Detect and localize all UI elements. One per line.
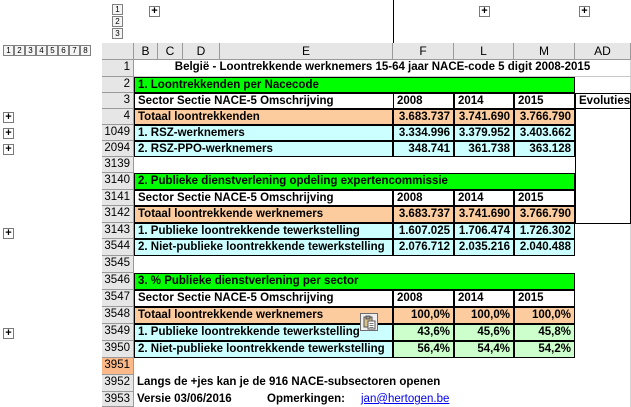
section-2-row-2-2015[interactable]: 2.040.488	[514, 239, 575, 256]
evoluties-column-box	[575, 109, 631, 224]
section-1-row-2-2014[interactable]: 361.738	[454, 141, 514, 157]
section-2-total-label[interactable]: Totaal loontrekkende werknemers	[134, 206, 393, 223]
row-header-3547[interactable]: 3547	[102, 290, 134, 307]
row-header-3545[interactable]: 3545	[102, 256, 134, 273]
note-subsectors[interactable]: Langs de +jes kan je de 916 NACE-subsectoren openen	[137, 376, 441, 388]
row-outline-level-8[interactable]: 8	[80, 45, 91, 56]
section-2-total-2014[interactable]: 3.741.690	[454, 206, 514, 223]
col-outline-line	[393, 0, 394, 43]
column-header-d[interactable]: D	[183, 43, 220, 60]
section-1-total-2014[interactable]: 3.741.690	[454, 109, 514, 125]
column-header-f[interactable]: F	[393, 43, 454, 60]
year-2008-header-3[interactable]: 2008	[393, 290, 454, 307]
section-3-total-label[interactable]: Totaal loontrekkende werknemers	[134, 307, 393, 324]
section-3-row-1-2015[interactable]: 45,8%	[514, 324, 575, 341]
section-3-row-2-2008[interactable]: 56,4%	[393, 341, 454, 358]
column-header-ad[interactable]: AD	[575, 43, 631, 60]
section-1-row-1-2008[interactable]: 3.334.996	[393, 125, 454, 141]
col-outline-level-2[interactable]: 2	[112, 16, 123, 27]
version-label[interactable]: Versie 03/06/2016	[137, 393, 232, 405]
section-1-title[interactable]: 1. Loontrekkenden per Nacecode	[134, 77, 575, 93]
section-2-row-2-label[interactable]: 2. Niet-publieke loontrekkende tewerkstelling	[134, 239, 393, 256]
column-header-e[interactable]: E	[220, 43, 393, 60]
section-1-total-2008[interactable]: 3.683.737	[393, 109, 454, 125]
section-2-row-2-2014[interactable]: 2.035.216	[454, 239, 514, 256]
row-header-3[interactable]: 3	[102, 93, 134, 109]
col-group-expand-button-1[interactable]: +	[149, 6, 160, 17]
section-3-row-1-2014[interactable]: 45,6%	[454, 324, 514, 341]
row-header-3951[interactable]: 3951	[102, 358, 134, 375]
row-header-3139[interactable]: 3139	[102, 157, 134, 173]
year-2015-header-1[interactable]: 2015	[514, 93, 575, 109]
paste-options-icon[interactable]	[360, 313, 378, 331]
row-header-2094[interactable]: 2094	[102, 141, 134, 157]
row-group-expand-button-4[interactable]: +	[3, 112, 14, 123]
row-header-4[interactable]: 4	[102, 109, 134, 125]
column-label-header-1[interactable]: Sector Sectie NACE-5 Omschrijving	[134, 93, 393, 109]
column-label-header-2[interactable]: Sector Sectie NACE-5 Omschrijving	[134, 190, 393, 206]
section-2-row-1-2014[interactable]: 1.706.474	[454, 223, 514, 239]
col-group-expand-button-2[interactable]: +	[479, 6, 490, 17]
evoluties-header[interactable]: Evoluties	[575, 93, 631, 109]
col-group-expand-button-3[interactable]: +	[579, 6, 590, 17]
row-header-3549[interactable]: 3549	[102, 324, 134, 341]
column-header-m[interactable]: M	[514, 43, 575, 60]
year-2014-header-2[interactable]: 2014	[454, 190, 514, 206]
row-outline-bar	[0, 43, 102, 407]
section-2-row-2-2008[interactable]: 2.076.712	[393, 239, 454, 256]
section-3-total-2014[interactable]: 100,0%	[454, 307, 514, 324]
row-header-1049[interactable]: 1049	[102, 125, 134, 141]
year-2014-header-1[interactable]: 2014	[454, 93, 514, 109]
section-2-row-1-2008[interactable]: 1.607.025	[393, 223, 454, 239]
select-all-corner[interactable]	[102, 43, 134, 60]
section-3-row-1-2008[interactable]: 43,6%	[393, 324, 454, 341]
column-header-c[interactable]: C	[158, 43, 183, 60]
section-1-row-1-2014[interactable]: 3.379.952	[454, 125, 514, 141]
email-link[interactable]: jan@hertogen.be	[361, 393, 450, 405]
year-2008-header-2[interactable]: 2008	[393, 190, 454, 206]
row-outline-level-6[interactable]: 6	[58, 45, 69, 56]
row-outline-level-7[interactable]: 7	[69, 45, 80, 56]
row-header-3952[interactable]: 3952	[102, 375, 134, 392]
row-outline-level-2[interactable]: 2	[14, 45, 25, 56]
row-group-expand-button-1049[interactable]: +	[3, 128, 14, 139]
row-group-expand-button-2094[interactable]: +	[3, 144, 14, 155]
section-3-row-1-label[interactable]: 1. Publieke loontrekkende tewerkstelling	[134, 324, 393, 341]
section-1-total-2015[interactable]: 3.766.790	[514, 109, 575, 125]
row-outline-level-5[interactable]: 5	[47, 45, 58, 56]
section-1-total-label[interactable]: Totaal loontrekkenden	[134, 109, 393, 125]
row-outline-level-3[interactable]: 3	[25, 45, 36, 56]
row-header-3953[interactable]: 3953	[102, 392, 134, 407]
sheet-title[interactable]: België - Loontrekkende werknemers 15-64 jaar NACE-code 5 digit 2008-2015	[134, 60, 631, 77]
section-2-total-2008[interactable]: 3.683.737	[393, 206, 454, 223]
column-header-l[interactable]: L	[454, 43, 514, 60]
year-2008-header-1[interactable]: 2008	[393, 93, 454, 109]
section-2-total-2015[interactable]: 3.766.790	[514, 206, 575, 223]
section-3-total-2015[interactable]: 100,0%	[514, 307, 575, 324]
section-1-row-1-2015[interactable]: 3.403.662	[514, 125, 575, 141]
row-header-3142[interactable]: 3142	[102, 206, 134, 223]
section-3-row-2-2015[interactable]: 54,2%	[514, 341, 575, 358]
remarks-label[interactable]: Opmerkingen:	[267, 393, 345, 405]
section-3-row-2-label[interactable]: 2. Niet-publieke loontrekkende tewerkstelling	[134, 341, 393, 358]
section-3-row-2-2014[interactable]: 54,4%	[454, 341, 514, 358]
section-2-row-1-label[interactable]: 1. Publieke loontrekkende tewerkstelling	[134, 223, 393, 239]
row-outline-level-4[interactable]: 4	[36, 45, 47, 56]
year-2014-header-3[interactable]: 2014	[454, 290, 514, 307]
section-2-title[interactable]: 2. Publieke dienstverlening opdeling expertencommissie	[134, 173, 575, 190]
row-header-2[interactable]: 2	[102, 77, 134, 93]
col-outline-level-1[interactable]: 1	[112, 4, 123, 15]
row-header-3143[interactable]: 3143	[102, 223, 134, 239]
row-header-3548[interactable]: 3548	[102, 307, 134, 324]
column-header-b[interactable]: B	[134, 43, 158, 60]
row-header-3544[interactable]: 3544	[102, 239, 134, 256]
row-header-3950[interactable]: 3950	[102, 341, 134, 358]
row-header-3141[interactable]: 3141	[102, 190, 134, 206]
section-1-row-2-2008[interactable]: 348.741	[393, 141, 454, 157]
section-2-row-1-2015[interactable]: 1.726.302	[514, 223, 575, 239]
section-3-total-2008[interactable]: 100,0%	[393, 307, 454, 324]
section-1-row-2-2015[interactable]: 363.128	[514, 141, 575, 157]
section-1-row-2-label[interactable]: 2. RSZ-PPO-werknemers	[134, 141, 393, 157]
row-header-3546[interactable]: 3546	[102, 273, 134, 290]
col-outline-level-3[interactable]: 3	[112, 28, 123, 39]
section-3-title[interactable]: 3. % Publieke dienstverlening per sector	[134, 273, 575, 290]
row-header-1[interactable]: 1	[102, 60, 134, 77]
row-group-expand-button-3549[interactable]: +	[3, 328, 14, 339]
column-label-header-3[interactable]: Sector Sectie NACE-5 Omschrijving	[134, 290, 393, 307]
section-1-row-1-label[interactable]: 1. RSZ-werknemers	[134, 125, 393, 141]
row-group-expand-button-3143[interactable]: +	[3, 228, 14, 239]
column-outline-bar	[0, 0, 631, 43]
year-2015-header-3[interactable]: 2015	[514, 290, 575, 307]
row-outline-level-1[interactable]: 1	[3, 45, 14, 56]
year-2015-header-2[interactable]: 2015	[514, 190, 575, 206]
row-header-3140[interactable]: 3140	[102, 173, 134, 190]
